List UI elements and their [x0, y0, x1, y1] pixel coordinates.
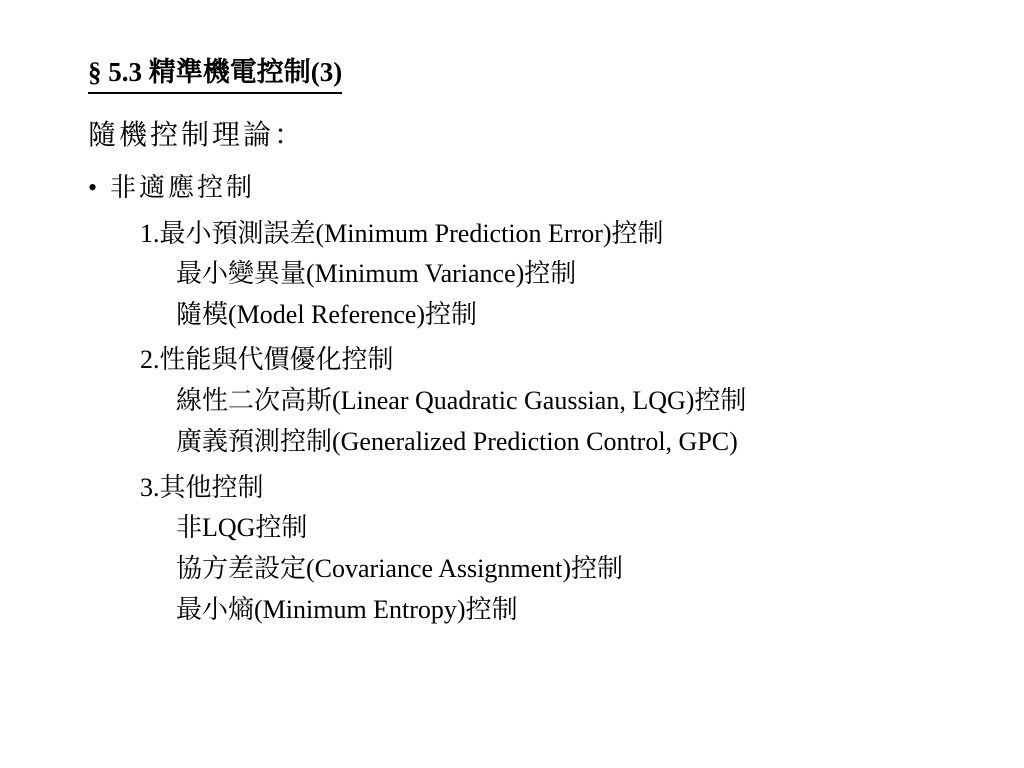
section-3-item-3: 最小熵(Minimum Entropy)控制	[176, 595, 518, 624]
section-2-item-1: 線性二次高斯(Linear Quadratic Gaussian, LQG)控制	[176, 386, 747, 415]
section-1-heading: 1.最小預測誤差(Minimum Prediction Error)控制	[140, 219, 664, 248]
section-3-item-2: 協方差設定(Covariance Assignment)控制	[176, 554, 623, 583]
slide-subtitle: 隨機控制理論：	[88, 120, 306, 151]
slide-title: § 5.3 精準機電控制(3)	[88, 52, 342, 94]
bullet-item	[88, 170, 255, 206]
section-1-item-2: 隨模(Model Reference)控制	[176, 300, 478, 329]
section-2-item-2: 廣義預測控制(Generalized Prediction Control, GPC)	[176, 427, 738, 456]
section-2-heading: 2.性能與代價優化控制	[140, 345, 394, 374]
section-3-item-1: 非LQG控制	[176, 513, 308, 542]
section-1-item-1: 最小變異量(Minimum Variance)控制	[176, 259, 577, 288]
bullet-dot-icon: •	[88, 173, 98, 202]
bullet-text: 非適應控制	[110, 173, 256, 202]
section-3-heading: 3.其他控制	[140, 473, 264, 502]
